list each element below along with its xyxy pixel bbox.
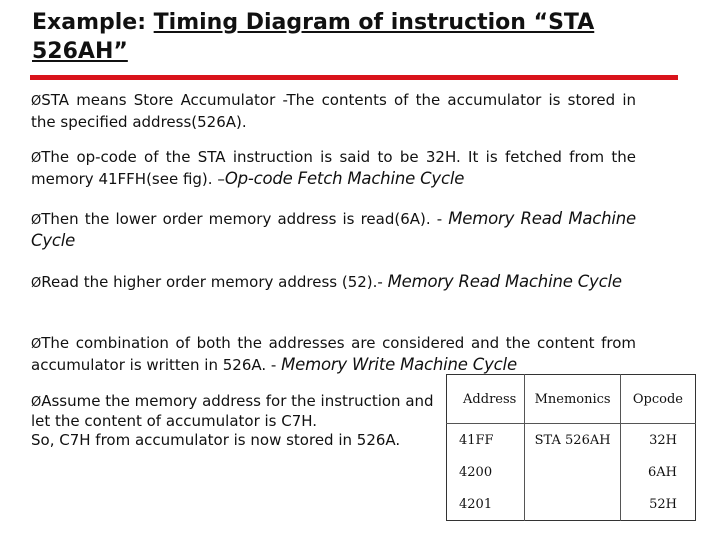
arrow-bullet-icon: Ø: [31, 151, 42, 166]
machine-cycle-label: Memory Write Machine Cycle: [281, 355, 517, 374]
table-row: [447, 424, 696, 457]
slide-title: [32, 8, 682, 66]
arrow-bullet-icon: Ø: [31, 213, 42, 228]
title-prefix: Example:: [32, 10, 154, 35]
bullet-paragraph-1: [31, 90, 636, 132]
arrow-bullet-icon: Ø: [31, 276, 42, 291]
header-address: Address: [447, 375, 525, 424]
machine-cycle-label: Memory Read Machine Cycle: [387, 272, 622, 291]
table-row: [447, 456, 696, 488]
bullet-paragraph-6: [31, 392, 451, 450]
paragraph-text: Read the higher order memory address (52).-: [41, 273, 388, 291]
machine-cycle-label: Memory Read Machine Cycle: [31, 209, 636, 250]
header-mnemonics: Mnemonics: [525, 375, 620, 424]
cell-address: 4201: [447, 488, 525, 521]
opcode-table: [446, 374, 696, 521]
arrow-bullet-icon: Ø: [31, 94, 42, 109]
cell-address: 41FF: [447, 424, 525, 457]
bullet-paragraph-4: [31, 272, 636, 294]
paragraph-text: STA means Store Accumulator -The contents of the accumulator is stored in the specified address(526A).: [31, 91, 636, 131]
assume-line-1: Assume the memory address for the instruction and let the content of accumulator is C7H.: [31, 392, 434, 430]
paragraph-text: The op-code of the STA instruction is said to be 32H. It is fetched from the memory 41FFH(see fig). –: [31, 148, 636, 188]
cell-opcode: 32H: [649, 432, 677, 448]
cell-mnemonic: STA 526AH: [525, 424, 620, 457]
paragraph-text: The combination of both the addresses are considered and the content from accumulator is written in 526A. -: [31, 334, 636, 374]
bullet-paragraph-5: [31, 333, 636, 375]
cell-opcode: 52H: [649, 496, 677, 512]
bullet-paragraph-3: [31, 209, 636, 251]
arrow-bullet-icon: Ø: [31, 395, 42, 410]
table-row: [447, 488, 696, 521]
arrow-bullet-icon: Ø: [31, 337, 42, 352]
bullet-paragraph-2: [31, 147, 636, 189]
table-header-row: [447, 375, 696, 424]
title-divider: [30, 75, 678, 80]
header-opcode: Opcode: [620, 375, 695, 424]
assume-line-2: So, C7H from accumulator is now stored in 526A.: [31, 431, 401, 449]
paragraph-text: Then the lower order memory address is read(6A). -: [41, 210, 449, 228]
cell-mnemonic: [525, 456, 620, 488]
cell-address: 4200: [447, 456, 525, 488]
cell-opcode: 6AH: [648, 464, 677, 480]
title-underlined: Timing Diagram of instruction “STA 526AH”: [32, 10, 595, 64]
cell-mnemonic: [525, 488, 620, 521]
machine-cycle-label: Op-code Fetch Machine Cycle: [224, 169, 465, 188]
